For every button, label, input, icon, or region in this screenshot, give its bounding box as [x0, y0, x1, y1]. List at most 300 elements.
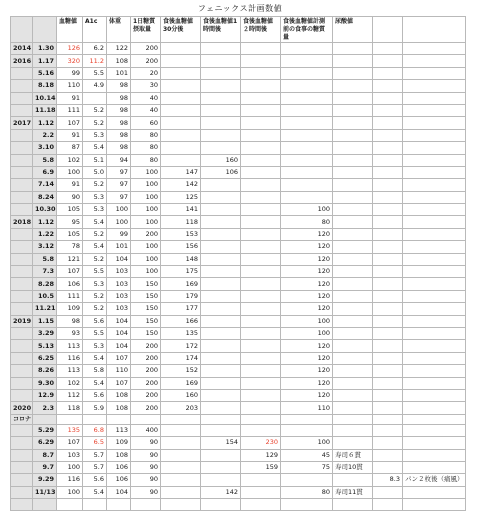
table-row — [11, 191, 466, 203]
cell-weight: 101 — [107, 241, 131, 253]
cell-carb: 30 — [131, 80, 161, 92]
cell-pp30: 166 — [161, 315, 201, 327]
cell-blood-sugar: 116 — [57, 352, 83, 364]
cell-note — [333, 204, 373, 216]
table-row — [11, 402, 466, 414]
cell-pp1h — [201, 43, 241, 55]
cell-note2 — [403, 253, 466, 265]
cell-weight: 104 — [107, 340, 131, 352]
cell-pp30: 141 — [161, 204, 201, 216]
cell-meal-carb — [281, 179, 333, 191]
cell-note2 — [403, 191, 466, 203]
cell-pp1h: 154 — [201, 437, 241, 449]
cell-pp1h — [201, 266, 241, 278]
cell-a1c: 5.2 — [83, 104, 107, 116]
cell-year — [11, 461, 33, 473]
cell-carb: 100 — [131, 241, 161, 253]
cell-extra — [373, 340, 403, 352]
cell-pp2h — [241, 166, 281, 178]
cell-note — [333, 55, 373, 67]
cell-note2 — [403, 241, 466, 253]
cell-note — [333, 179, 373, 191]
table-row — [11, 449, 466, 461]
cell-extra — [373, 253, 403, 265]
cell-a1c: 5.2 — [83, 228, 107, 240]
cell-extra — [373, 352, 403, 364]
cell-pp1h — [201, 278, 241, 290]
cell-date: 9.7 — [33, 461, 57, 473]
cell-a1c: 5.4 — [83, 352, 107, 364]
cell-weight: 104 — [107, 486, 131, 498]
cell-carb: 90 — [131, 474, 161, 486]
cell-weight: 101 — [107, 67, 131, 79]
cell-pp2h — [241, 92, 281, 104]
cell-date: 6.25 — [33, 352, 57, 364]
cell-note — [333, 414, 373, 424]
cell-carb: 200 — [131, 340, 161, 352]
cell-a1c: 6.2 — [83, 43, 107, 55]
cell-carb — [131, 414, 161, 424]
cell-year — [11, 377, 33, 389]
cell-note2 — [403, 365, 466, 377]
table-row — [11, 377, 466, 389]
cell-blood-sugar: 106 — [57, 278, 83, 290]
cell-carb: 200 — [131, 389, 161, 401]
cell-extra — [373, 216, 403, 228]
cell-a1c: 5.2 — [83, 117, 107, 129]
cell-carb: 150 — [131, 278, 161, 290]
cell-meal-carb — [281, 191, 333, 203]
table-row — [11, 129, 466, 141]
cell-carb: 150 — [131, 290, 161, 302]
cell-note2 — [403, 142, 466, 154]
cell-pp2h — [241, 340, 281, 352]
cell-a1c — [83, 414, 107, 424]
table-row — [11, 499, 466, 511]
cell-extra — [373, 179, 403, 191]
cell-blood-sugar — [57, 499, 83, 511]
cell-pp30 — [161, 129, 201, 141]
cell-pp2h — [241, 389, 281, 401]
cell-year — [11, 327, 33, 339]
cell-pp30: 203 — [161, 402, 201, 414]
cell-pp2h: 159 — [241, 461, 281, 473]
cell-pp2h — [241, 414, 281, 424]
table-row — [11, 117, 466, 129]
cell-weight: 107 — [107, 377, 131, 389]
cell-pp30 — [161, 154, 201, 166]
cell-extra — [373, 80, 403, 92]
cell-meal-carb — [281, 80, 333, 92]
cell-pp1h — [201, 449, 241, 461]
data-table — [10, 16, 466, 511]
cell-pp30: 160 — [161, 389, 201, 401]
header-blank-2 — [403, 17, 466, 43]
cell-pp2h — [241, 142, 281, 154]
cell-date: 1.30 — [33, 43, 57, 55]
cell-note2 — [403, 389, 466, 401]
cell-note: 寿司11貫 — [333, 486, 373, 498]
cell-note — [333, 43, 373, 55]
cell-carb: 90 — [131, 461, 161, 473]
cell-blood-sugar: 99 — [57, 67, 83, 79]
table-row — [11, 43, 466, 55]
cell-pp1h — [201, 303, 241, 315]
cell-note — [333, 241, 373, 253]
cell-pp2h — [241, 365, 281, 377]
cell-note2 — [403, 228, 466, 240]
cell-carb: 60 — [131, 117, 161, 129]
cell-pp30 — [161, 437, 201, 449]
cell-a1c — [83, 499, 107, 511]
cell-note2 — [403, 402, 466, 414]
table-row — [11, 228, 466, 240]
cell-pp30: 177 — [161, 303, 201, 315]
cell-extra — [373, 327, 403, 339]
cell-carb: 80 — [131, 154, 161, 166]
cell-a1c: 5.6 — [83, 389, 107, 401]
cell-weight: 100 — [107, 204, 131, 216]
cell-pp1h — [201, 461, 241, 473]
cell-pp30 — [161, 461, 201, 473]
cell-note2 — [403, 129, 466, 141]
cell-date: 1.12 — [33, 117, 57, 129]
cell-pp1h — [201, 241, 241, 253]
cell-year — [11, 166, 33, 178]
cell-pp2h — [241, 327, 281, 339]
cell-date: 7.14 — [33, 179, 57, 191]
cell-pp1h — [201, 315, 241, 327]
cell-date: 5.29 — [33, 424, 57, 436]
cell-carb: 90 — [131, 437, 161, 449]
cell-pp1h — [201, 204, 241, 216]
cell-date: 2.3 — [33, 402, 57, 414]
cell-blood-sugar: 111 — [57, 290, 83, 302]
cell-weight: 108 — [107, 389, 131, 401]
cell-meal-carb: 120 — [281, 266, 333, 278]
cell-extra — [373, 204, 403, 216]
cell-date: 5.16 — [33, 67, 57, 79]
cell-extra — [373, 43, 403, 55]
cell-year — [11, 67, 33, 79]
cell-a1c: 5.5 — [83, 67, 107, 79]
cell-date: 3.10 — [33, 142, 57, 154]
cell-blood-sugar: 111 — [57, 104, 83, 116]
cell-note — [333, 266, 373, 278]
table-row — [11, 266, 466, 278]
cell-pp1h — [201, 253, 241, 265]
sheet-title: フェニックス計画数値 — [197, 4, 283, 13]
cell-a1c: 5.3 — [83, 340, 107, 352]
cell-pp30 — [161, 92, 201, 104]
cell-meal-carb: 120 — [281, 365, 333, 377]
cell-year — [11, 241, 33, 253]
cell-a1c: 5.5 — [83, 327, 107, 339]
table-row — [11, 303, 466, 315]
cell-meal-carb — [281, 166, 333, 178]
header-corner — [11, 17, 33, 43]
cell-date: 10.30 — [33, 204, 57, 216]
cell-note2 — [403, 166, 466, 178]
cell-carb: 40 — [131, 92, 161, 104]
table-row — [11, 204, 466, 216]
cell-blood-sugar: 105 — [57, 228, 83, 240]
cell-blood-sugar: 91 — [57, 129, 83, 141]
cell-note2 — [403, 486, 466, 498]
cell-note2 — [403, 216, 466, 228]
cell-pp1h: 142 — [201, 486, 241, 498]
cell-pp2h — [241, 290, 281, 302]
cell-pp1h — [201, 499, 241, 511]
cell-carb: 200 — [131, 43, 161, 55]
cell-meal-carb: 120 — [281, 241, 333, 253]
cell-weight: 110 — [107, 365, 131, 377]
cell-year — [11, 352, 33, 364]
cell-pp2h: 230 — [241, 437, 281, 449]
cell-weight — [107, 499, 131, 511]
cell-year: 2019 — [11, 315, 33, 327]
cell-pp30 — [161, 449, 201, 461]
cell-date: 11/13 — [33, 486, 57, 498]
cell-note2 — [403, 92, 466, 104]
cell-note2 — [403, 179, 466, 191]
cell-extra — [373, 402, 403, 414]
cell-year — [11, 340, 33, 352]
cell-extra — [373, 424, 403, 436]
cell-blood-sugar: 107 — [57, 117, 83, 129]
cell-year — [11, 499, 33, 511]
cell-pp1h — [201, 142, 241, 154]
cell-weight: 108 — [107, 449, 131, 461]
cell-note2 — [403, 340, 466, 352]
cell-pp1h — [201, 117, 241, 129]
cell-extra — [373, 377, 403, 389]
cell-weight: 97 — [107, 191, 131, 203]
cell-year — [11, 80, 33, 92]
cell-blood-sugar: 100 — [57, 166, 83, 178]
cell-pp30 — [161, 117, 201, 129]
cell-extra — [373, 55, 403, 67]
cell-meal-carb — [281, 154, 333, 166]
table-row — [11, 166, 466, 178]
cell-pp1h — [201, 179, 241, 191]
cell-year — [11, 290, 33, 302]
cell-weight: 98 — [107, 117, 131, 129]
cell-meal-carb — [281, 92, 333, 104]
cell-carb: 20 — [131, 67, 161, 79]
cell-note2 — [403, 499, 466, 511]
cell-a1c: 5.8 — [83, 365, 107, 377]
cell-meal-carb: 120 — [281, 253, 333, 265]
cell-note2 — [403, 266, 466, 278]
cell-date: 1.17 — [33, 55, 57, 67]
cell-weight — [107, 414, 131, 424]
cell-meal-carb: 120 — [281, 303, 333, 315]
table-row — [11, 414, 466, 424]
cell-year — [11, 303, 33, 315]
cell-blood-sugar: 102 — [57, 154, 83, 166]
header-urine: 尿酸値 — [333, 17, 373, 43]
cell-date: 9.29 — [33, 474, 57, 486]
cell-blood-sugar: 135 — [57, 424, 83, 436]
cell-pp1h — [201, 129, 241, 141]
table-row — [11, 437, 466, 449]
cell-pp30: 142 — [161, 179, 201, 191]
cell-blood-sugar: 91 — [57, 92, 83, 104]
cell-blood-sugar: 100 — [57, 461, 83, 473]
cell-carb — [131, 499, 161, 511]
cell-weight: 108 — [107, 55, 131, 67]
cell-note — [333, 499, 373, 511]
table-row — [11, 315, 466, 327]
cell-a1c: 5.6 — [83, 474, 107, 486]
cell-note2 — [403, 461, 466, 473]
cell-note — [333, 253, 373, 265]
cell-weight: 109 — [107, 437, 131, 449]
cell-pp30 — [161, 104, 201, 116]
cell-note — [333, 352, 373, 364]
cell-weight: 107 — [107, 352, 131, 364]
cell-pp2h — [241, 315, 281, 327]
table-row — [11, 278, 466, 290]
cell-pp2h — [241, 253, 281, 265]
cell-extra — [373, 142, 403, 154]
table-row — [11, 55, 466, 67]
cell-extra — [373, 191, 403, 203]
cell-note2 — [403, 424, 466, 436]
cell-meal-carb — [281, 55, 333, 67]
cell-note — [333, 154, 373, 166]
cell-note: 寿司10貫 — [333, 461, 373, 473]
cell-note2 — [403, 414, 466, 424]
cell-blood-sugar: 126 — [57, 43, 83, 55]
cell-blood-sugar: 116 — [57, 474, 83, 486]
cell-blood-sugar: 112 — [57, 389, 83, 401]
cell-year — [11, 129, 33, 141]
cell-year — [11, 104, 33, 116]
cell-note2 — [403, 290, 466, 302]
cell-year — [11, 228, 33, 240]
table-row — [11, 179, 466, 191]
cell-pp1h — [201, 340, 241, 352]
cell-weight: 98 — [107, 80, 131, 92]
cell-a1c: 5.4 — [83, 486, 107, 498]
cell-extra: 8.3 — [373, 474, 403, 486]
cell-year — [11, 449, 33, 461]
cell-carb: 200 — [131, 228, 161, 240]
cell-date: 1.12 — [33, 216, 57, 228]
cell-year: 2018 — [11, 216, 33, 228]
cell-meal-carb: 120 — [281, 340, 333, 352]
cell-blood-sugar: 107 — [57, 437, 83, 449]
cell-year: 2017 — [11, 117, 33, 129]
cell-pp30: 169 — [161, 377, 201, 389]
cell-weight: 98 — [107, 129, 131, 141]
cell-pp1h — [201, 424, 241, 436]
cell-blood-sugar: 118 — [57, 402, 83, 414]
cell-pp30: 148 — [161, 253, 201, 265]
cell-note2: パン２枚後（痛風） — [403, 474, 466, 486]
cell-note — [333, 402, 373, 414]
cell-note2 — [403, 154, 466, 166]
cell-a1c: 5.7 — [83, 449, 107, 461]
cell-pp2h — [241, 377, 281, 389]
cell-note — [333, 92, 373, 104]
cell-note2 — [403, 303, 466, 315]
cell-note2 — [403, 104, 466, 116]
cell-pp2h — [241, 266, 281, 278]
cell-meal-carb — [281, 104, 333, 116]
cell-pp30: 147 — [161, 166, 201, 178]
cell-extra — [373, 92, 403, 104]
cell-pp2h — [241, 303, 281, 315]
header-row — [11, 17, 466, 43]
cell-extra — [373, 266, 403, 278]
cell-weight: 108 — [107, 402, 131, 414]
cell-blood-sugar: 100 — [57, 486, 83, 498]
cell-a1c: 5.9 — [83, 402, 107, 414]
header-blank-1 — [373, 17, 403, 43]
header-a1c: A1c — [83, 17, 107, 43]
cell-pp1h: 160 — [201, 154, 241, 166]
cell-year — [11, 191, 33, 203]
cell-a1c: 5.2 — [83, 253, 107, 265]
cell-meal-carb: 100 — [281, 204, 333, 216]
cell-year — [11, 142, 33, 154]
cell-pp1h — [201, 402, 241, 414]
table-row — [11, 253, 466, 265]
cell-carb: 100 — [131, 266, 161, 278]
cell-weight: 103 — [107, 266, 131, 278]
cell-year — [11, 266, 33, 278]
cell-note — [333, 303, 373, 315]
cell-note — [333, 389, 373, 401]
cell-pp2h — [241, 228, 281, 240]
header-meal-carb: 食後血糖値計測前の食事の糖質量 — [281, 17, 333, 43]
cell-note2 — [403, 437, 466, 449]
cell-note2 — [403, 55, 466, 67]
cell-year: 2014 — [11, 43, 33, 55]
cell-year — [11, 253, 33, 265]
cell-pp30: 172 — [161, 340, 201, 352]
cell-year — [11, 389, 33, 401]
cell-extra — [373, 104, 403, 116]
cell-meal-carb — [281, 43, 333, 55]
cell-pp1h: 106 — [201, 166, 241, 178]
cell-meal-carb: 80 — [281, 486, 333, 498]
cell-meal-carb: 45 — [281, 449, 333, 461]
header-pp2h: 食後血糖値２時間後 — [241, 17, 281, 43]
cell-meal-carb — [281, 129, 333, 141]
cell-carb: 150 — [131, 315, 161, 327]
cell-note2 — [403, 43, 466, 55]
cell-note — [333, 117, 373, 129]
cell-extra — [373, 67, 403, 79]
cell-blood-sugar: 105 — [57, 204, 83, 216]
cell-a1c: 5.1 — [83, 154, 107, 166]
cell-weight: 98 — [107, 92, 131, 104]
table-row — [11, 104, 466, 116]
header-blood-sugar: 血糖値 — [57, 17, 83, 43]
cell-meal-carb: 100 — [281, 315, 333, 327]
cell-note2 — [403, 449, 466, 461]
cell-pp30: 169 — [161, 278, 201, 290]
cell-a1c: 4.9 — [83, 80, 107, 92]
cell-date: 8.26 — [33, 365, 57, 377]
cell-pp1h — [201, 414, 241, 424]
cell-pp2h — [241, 216, 281, 228]
cell-meal-carb: 120 — [281, 352, 333, 364]
